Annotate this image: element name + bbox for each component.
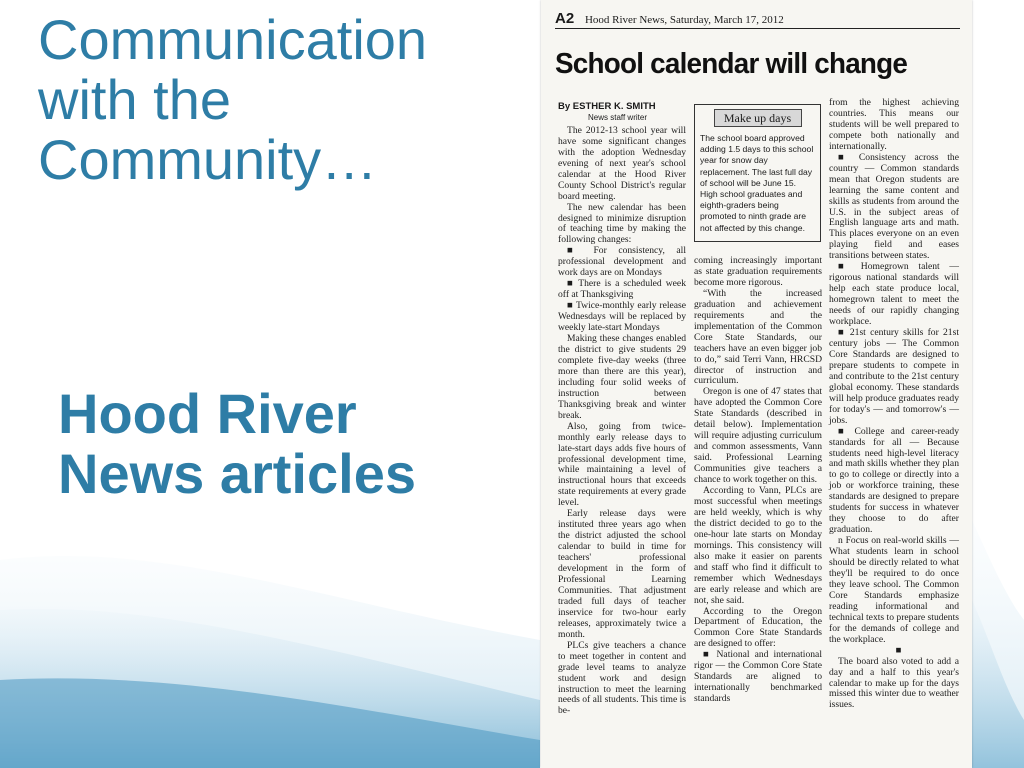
paragraph: The board also voted to add a day and a half to this year's calendar to make up for the days missed this winter due to weather issues. — [829, 655, 959, 711]
article-column-2 — [694, 256, 822, 705]
staff-credit: News staff writer — [588, 112, 647, 122]
article-column-3 — [829, 98, 959, 711]
sidebar-title: Make up days — [714, 109, 802, 127]
make-up-days-sidebar — [694, 104, 821, 242]
paragraph: n Focus on real-world skills —What students learn in school should be directly related to what they'll be required to do once they leave school. The Common Core Standards emphasize reading informational and technical texts to prepare students for the demands of college and the workplace. — [829, 535, 960, 645]
byline: By ESTHER K. SMITH — [558, 101, 656, 112]
newspaper-header — [555, 10, 960, 29]
paragraph: The 2012-13 school year will have some significant changes with the adoption Wednesday evening of next year's school calendar at the Hood River County School District's regular board meeting. — [558, 124, 686, 202]
paragraph: PLCs give teachers a chance to meet together in content and grade level teams to analyze student work and design instruction to meet the learning needs of all students. This time is be- — [558, 639, 686, 717]
paragraph: Early release days were instituted three years ago when the district adjusted the school calendar to build in time for teachers' professional development in the form of Professional Learning Communities. That adjustment traded full days of teacher inservice for two-hour early releases, approximately twice a month. — [558, 508, 686, 640]
paragraph: Oregon is one of 47 states that have adopted the Common Core State Standards (described in detail below). Implementation will require adjusting curriculum and common assessments, Vann said. Professional Learning Communities give teachers a chance to work together on this. — [694, 386, 822, 486]
slide-subtitle: Hood River News articles — [58, 382, 416, 505]
article-column-1 — [558, 98, 686, 717]
paragraph: The new calendar has been designed to minimize disruption of teaching time by making the following changes: — [558, 201, 686, 246]
paragraph: According to Vann, PLCs are most successful when meetings are held weekly, which is why the district decided to go to the one-hour late starts on Monday mornings. This consistency will also make it easier on parents and staff who find it difficult to remember which Wednesdays are early release and which are not, she said. — [694, 485, 822, 606]
paragraph: coming increasingly important as state graduation requirements become more rigorous. — [694, 255, 822, 288]
paragraph: ■ College and career-ready standards for all — Because students need high-level literacy and math skills whether they plan to go to college or directly into a job or workforce training, these standards are designed to prepare students for success in whatever they choose to do after graduation. — [829, 425, 959, 536]
paragraph: ■ For consistency, all professional development and work days are on Mondays — [558, 245, 686, 279]
paragraph: ■ National and international rigor — the Common Core State Standards are aligned to internationally benchmarked standards — [694, 649, 822, 705]
paragraph: ■ Homegrown talent — rigorous national standards will help each state produce local, homegrown talent to meet the needs of our rapidly changing workplace. — [829, 261, 959, 328]
paragraph: ■ Twice-monthly early release Wednesdays will be replaced by weekly late-start Mondays — [558, 300, 686, 334]
paragraph: “With the increased graduation and achievement requirements and the implementation of the Common Core State Standards, our teachers have an even bigger job to do,” said Terri Vann, HRCSD director of instruction and curriculum. — [694, 287, 822, 387]
paragraph: According to the Oregon Department of Education, the Common Core State Standards are designed to offer: — [694, 605, 822, 650]
page-number: A2 — [555, 10, 575, 27]
paragraph: from the highest achieving countries. This means our students will be well prepared to compete both nationally and internationally. — [829, 97, 959, 152]
paragraph: Making these changes enabled the district to give students 29 complete five-day weeks (three more than there are this year), including four solid weeks of instruction between Thanksgiving break and winter break. — [558, 333, 686, 421]
paragraph: Also, going from twice-monthly early release days to late-start days adds five hours of professional development time, while maintaining a level of instructional hours that exceeds state requirements at every grade level. — [558, 420, 686, 509]
paragraph: ■ There is a scheduled week off at Thanksgiving — [558, 278, 686, 301]
sidebar-text: The school board approved adding 1.5 days to this school year for snow day replacement. The last full day of school will be June 15. High school graduates and eighth-graders being promoted to ninth grade are not affected by this change. — [700, 133, 814, 233]
slide-title: Communication with the Community… — [38, 8, 428, 191]
paragraph: ■ 21st century skills for 21st century jobs — The Common Core Standards are designed to prepare students to compete in and contribute to the 21st century global economy. These standards will help produce graduates ready for today's — and tomorrow's — jobs. — [829, 327, 959, 426]
article-headline: School calendar will change — [555, 48, 908, 80]
dateline: Hood River News, Saturday, March 17, 2012 — [584, 14, 784, 26]
paragraph: ■ Consistency across the country — Common standards mean that Oregon students are learning the same content and skills as students from around the U.S. in the subject areas of English language arts and math. This places everyone on an even playing field and eases transitions between states. — [829, 151, 959, 262]
newspaper-clipping — [541, 0, 972, 768]
paragraph: ■ — [895, 644, 902, 656]
